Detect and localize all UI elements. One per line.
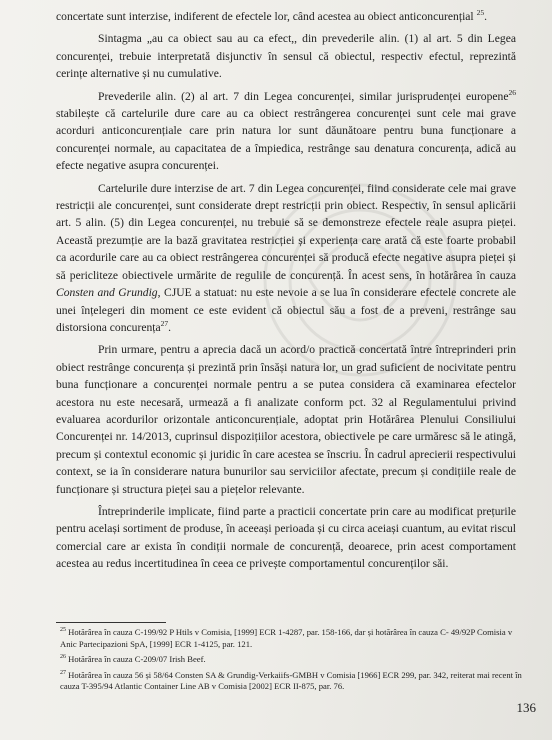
footnote-ref-26: 26 xyxy=(508,87,516,97)
footnotes xyxy=(60,627,525,697)
footnote-27: $^{27}$ Hotărârea în cauza 56 și 58/64 Consten SA & Grundig-Verkaiifs-GMBH v Comisia [1966] ECR 299, par. 342, reiterat mai recent în cauza T-395/94 Atlantic Container Line AB v Comisia [2002] ECR II-875, par. 76. xyxy=(60,669,522,692)
footnote-26: $^{26}$ Hotărârea în cauza C-209/07 Irish Beef. xyxy=(60,654,206,665)
footnote-ref-27: 27 xyxy=(160,319,169,329)
footnote-25: $^{25}$ Hotărârea în cauza C-199/92 P Htils v Comisia, [1999] ECR 1-4287, par. 158-166, dar și hotărârea în cauza C- 49/92P Comisia v Anic Partecipazioni SpA, [1999] ECR 1-4125, par. 121. xyxy=(60,627,513,649)
case-name-italic: Consten and Grundig xyxy=(56,286,158,300)
footnote-ref-25: 25 xyxy=(476,8,485,18)
paragraph-2: Sintagma „au ca obiect sau au ca efect,, din prevederile alin. (1) al art. 5 din Legea concurenței, trebuie interpretată disjunctiv în sensul că obiectul, respectiv efectul, reprezintă cerințe alternative și nu cumulative. xyxy=(56,32,516,81)
page-number: 136 xyxy=(516,700,536,715)
paragraph-3: Prevederile alin. (2) al art. 7 din Legea concurenței, similar jurisprudenței europene$^{26}$ stabilește că cartelurile dure care au ca obiect restrângerea concurenței sunt cele mai grave acorduri anticoncurențiale care prin natura lor sunt dăunătoare pentru buna funcționare a concurenței normale, au capacitatea de a împiedica, restrânge sau denatura concurența, adică au efecte negative asupra concurenței. xyxy=(56,87,516,173)
main-text xyxy=(56,8,516,573)
paragraph-5: Prin urmare, pentru a aprecia dacă un acord/o practică concertată între întreprinderi prin obiect restrânge concurența și prezintă prin însăși natura lor, un grad suficient de nocivitate pentru buna funcționare a concurenței normale pentru a se putea considera că examinarea efectelor acestora nu este necesară, urmează a fi analizate conform pct. 32 al Regulamentului privind evaluarea acordurilor orizontale anticoncurențiale, adoptat prin Hotărârea Plenului Consiliului Concurenței nr. 14/2013, cuprinsul dispozițiilor acestora, obiectivele pe care urmăresc să le atingă, precum și contextul economic și juridic în care acestea se înscriu. În cadrul aprecierii respectivului context, se ia în considerare natura bunurilor sau serviciilor afectate, precum și condițiile reale de funcționare și structura pieței sau a piețelor relevante. xyxy=(56,343,516,496)
paragraph-1: concertate sunt interzise, indiferent de efectele lor, când acestea au obiect anticoncurențial $^{25}$. xyxy=(56,8,487,23)
footnote-divider xyxy=(56,622,166,623)
paragraph-4: Cartelurile dure interzise de art. 7 din Legea concurenței, fiind considerate cele mai grave restricții ale concurenței, sunt considerate drept restricții prin obiect. Respectiv, în sensul aplicării art. 5 alin. (5) din Legea concurenței, nu trebuie să se demonstreze efectele reale asupra pieței. Această prezumție are la bază gravitatea restricției și experiența care arată că este foarte probabil ca acordurile care au ca obiect restrângerea concurenței să producă efecte negative asupra pieței și să pericliteze obiectivele urmărite de regulile de concurență. În acest sens, în hotărârea în cauza Consten and Grundig, CJUE a statuat: nu este nevoie a se lua în considerare efectele concrete ale unei înțelegeri din moment ce este evident că obiectul său a fost de a preveni, restrânge sau distorsiona concurența$^{27}$. xyxy=(56,181,517,334)
paragraph-6: Întreprinderile implicate, fiind parte a practicii concertate prin care au modificat prețurile pentru același sortiment de produse, în aceeași perioada și cu circa aceiași cuantum, au evitat riscul comercial care ar exista în condiții normale de concurență, deoarece, prin acest comportament acestea au redus incertitudinea în ceea ce privește comportamentul concurenților săi. xyxy=(56,504,516,571)
